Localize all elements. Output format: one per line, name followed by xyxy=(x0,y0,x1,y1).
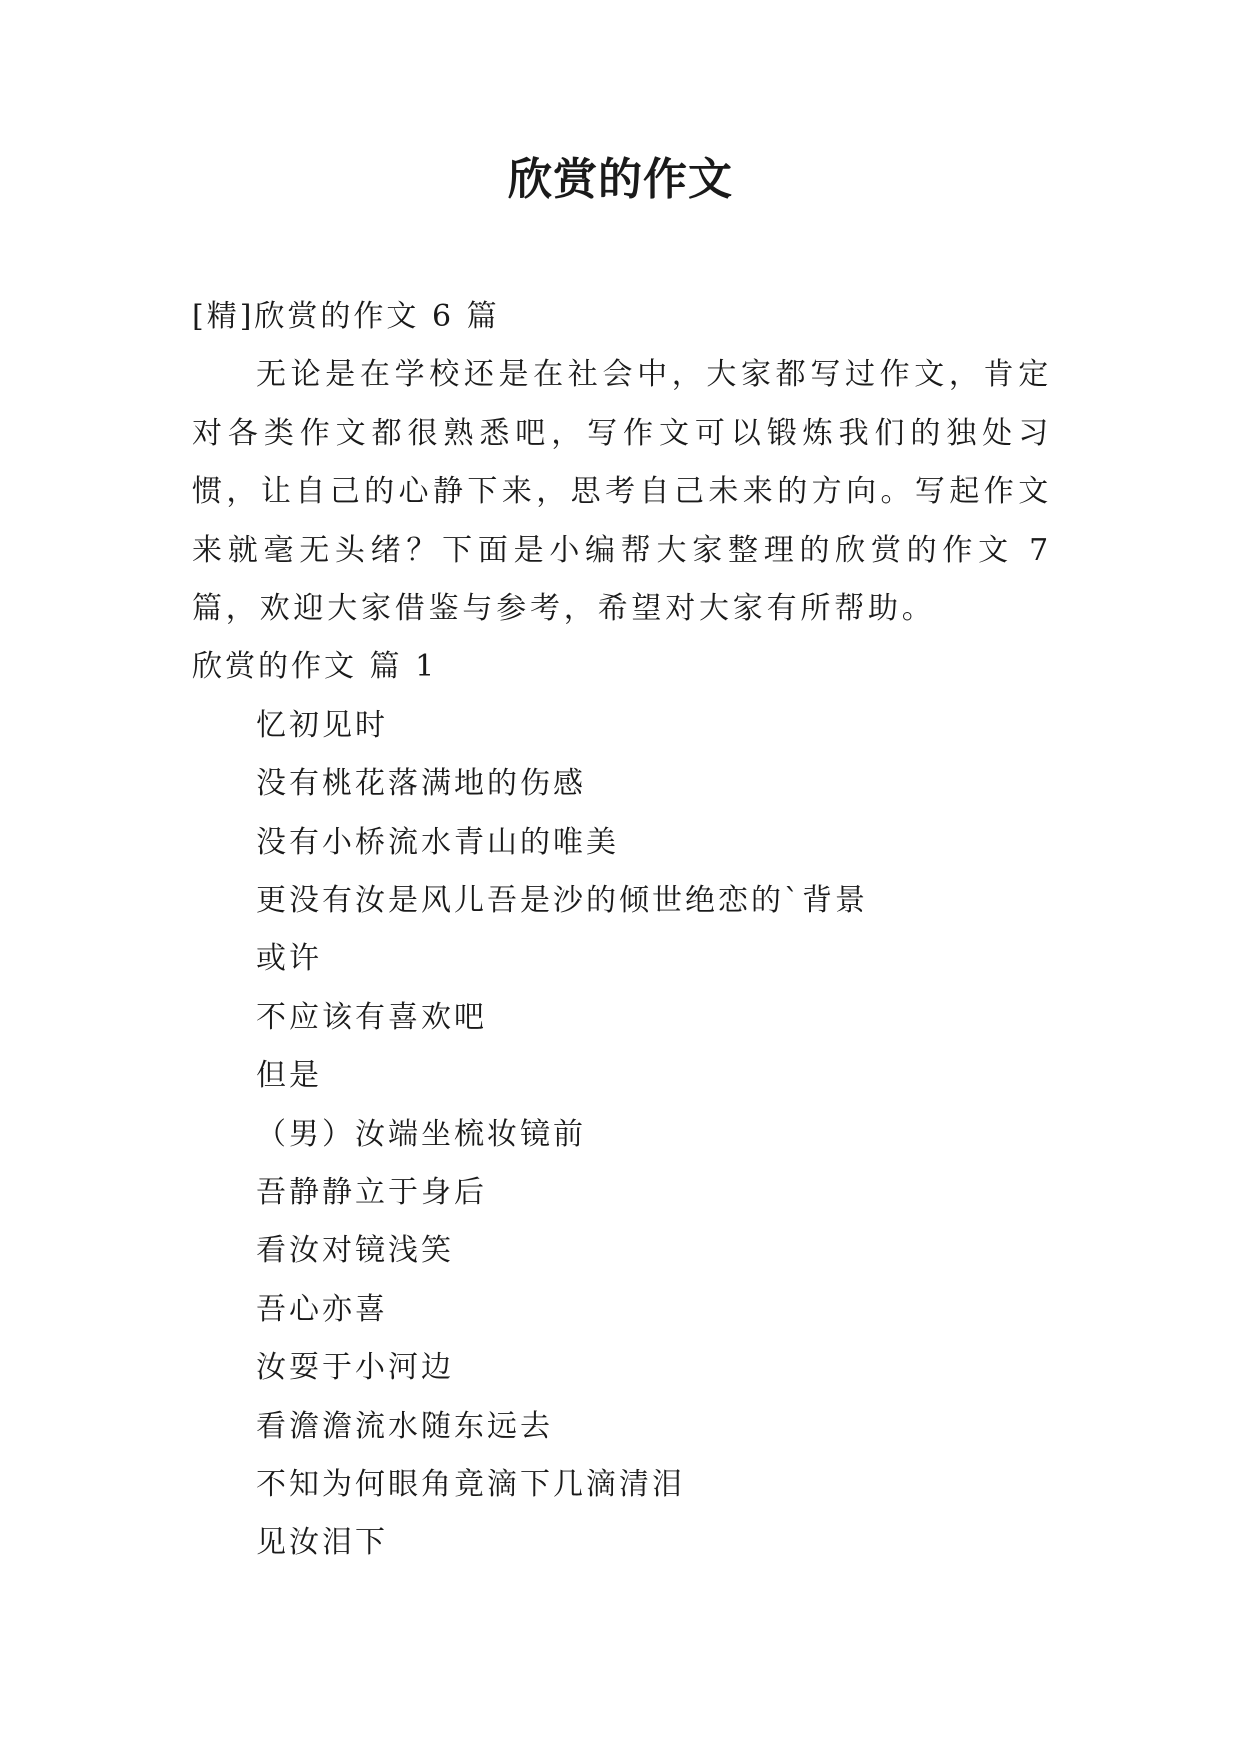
poem-line: 吾心亦喜 xyxy=(256,1291,388,1327)
poem-line: 看澹澹流水随东远去 xyxy=(256,1408,553,1444)
intro-paragraph: 无论是在学校还是在社会中，大家都写过作文，肯定对各类作文都很熟悉吧，写作文可以锻炼我们的独处习惯，让自己的心静下来，思考自己未来的方向。写起作文来就毫无头绪？下面是小编帮大家整理的欣赏的作文 7 篇，欢迎大家借鉴与参考，希望对大家有所帮助。 xyxy=(192,357,1052,627)
document-title: 欣赏的作文 xyxy=(508,154,733,205)
poem-line: 更没有汝是风儿吾是沙的倾世绝恋的`背景 xyxy=(256,882,868,918)
poem-line: 没有小桥流水青山的唯美 xyxy=(256,824,619,860)
poem-line: 吾静静立于身后 xyxy=(256,1174,487,1210)
section-heading: 欣赏的作文 篇 1 xyxy=(192,649,438,685)
poem-line: 汝耍于小河边 xyxy=(256,1350,454,1386)
poem-line: 见汝泪下 xyxy=(256,1525,388,1561)
document-subtitle: [精]欣赏的作文 6 篇 xyxy=(192,299,500,334)
poem-line: 看汝对镜浅笑 xyxy=(256,1233,454,1269)
poem-line: 或许 xyxy=(256,941,322,977)
poem-line: （男）汝端坐梳妆镜前 xyxy=(256,1116,586,1152)
document-body xyxy=(192,288,1052,1573)
poem-line: 但是 xyxy=(256,1058,322,1094)
poem-line: 没有桃花落满地的伤感 xyxy=(256,766,586,802)
poem-line: 忆初见时 xyxy=(256,707,388,743)
poem-line: 不知为何眼角竟滴下几滴清泪 xyxy=(256,1466,685,1502)
poem-line: 不应该有喜欢吧 xyxy=(256,999,487,1035)
